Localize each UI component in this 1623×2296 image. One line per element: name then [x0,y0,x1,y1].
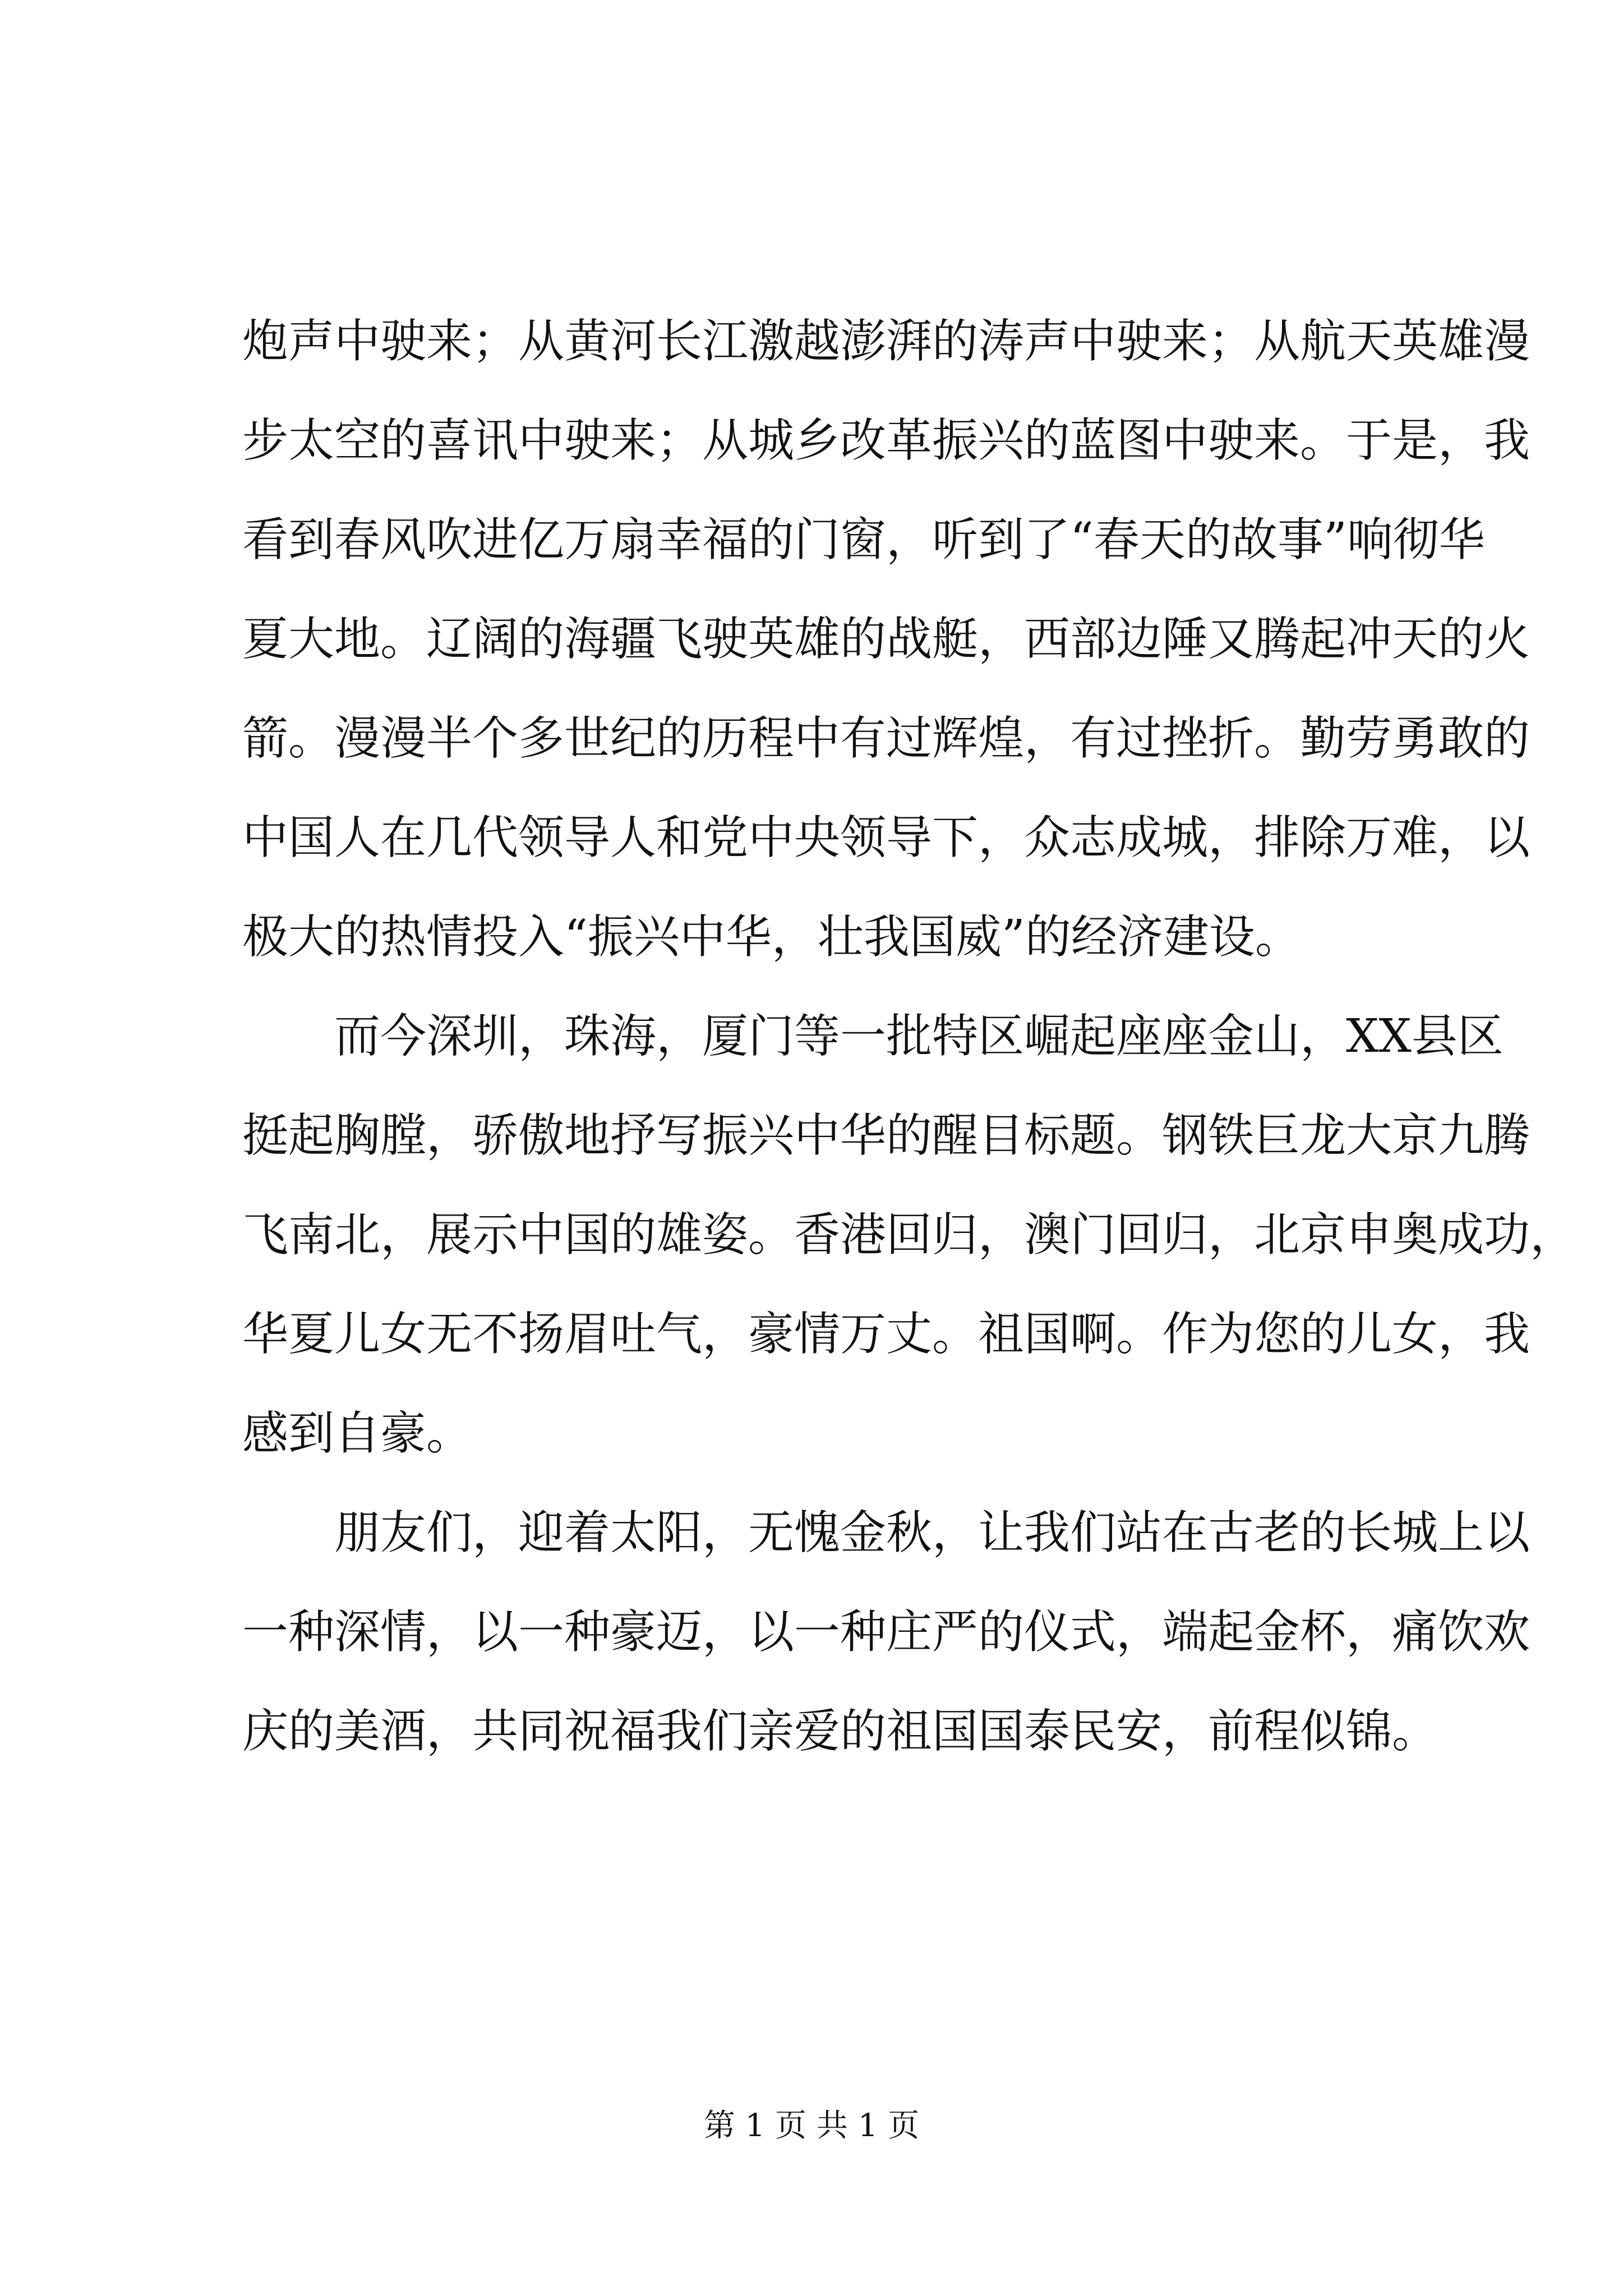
text-line: 极大的热情投入“振兴中华，壮我国威”的经济建设。 [242,910,1301,964]
text-line: 飞南北，展示中国的雄姿。香港回归，澳门回归，北京申奥成功， [242,1208,1576,1262]
text-line: 中国人在几代领导人和党中央领导下，众志成城，排除万难，以 [242,811,1530,864]
page-number-footer: 第 1 页 共 1 页 [703,2108,920,2144]
text-line: 华夏儿女无不扬眉吐气，豪情万丈。祖国啊。作为您的儿女，我 [242,1308,1530,1361]
text-line: 看到春风吹进亿万扇幸福的门窗，听到了“春天的故事”响彻华 [242,513,1485,567]
text-line: 箭。漫漫半个多世纪的历程中有过辉煌，有过挫折。勤劳勇敢的 [242,712,1530,765]
body-text [242,292,1576,1781]
text-line: 挺起胸膛，骄傲地抒写振兴中华的醒目标题。钢铁巨龙大京九腾 [242,1109,1530,1162]
paragraph-first-line: 朋友们，迎着太阳，无愧金秋，让我们站在古老的长城上以 [334,1506,1530,1559]
text-line: 庆的美酒，共同祝福我们亲爱的祖国国泰民安，前程似锦。 [242,1705,1438,1758]
text-line: 一种深情，以一种豪迈，以一种庄严的仪式，端起金杯，痛饮欢 [242,1605,1530,1659]
text-line: 夏大地。辽阔的海疆飞驶英雄的战艇，西部边陲又腾起冲天的火 [242,613,1530,666]
text-line: 感到自豪。 [242,1407,473,1460]
paragraph-first-line: 而今深圳，珠海，厦门等一批特区崛起座座金山，XX县区 [334,1010,1504,1063]
text-line: 炮声中驶来；从黄河长江激越澎湃的涛声中驶来；从航天英雄漫 [242,315,1530,368]
text-line: 步太空的喜讯中驶来；从城乡改革振兴的蓝图中驶来。于是，我 [242,414,1530,467]
